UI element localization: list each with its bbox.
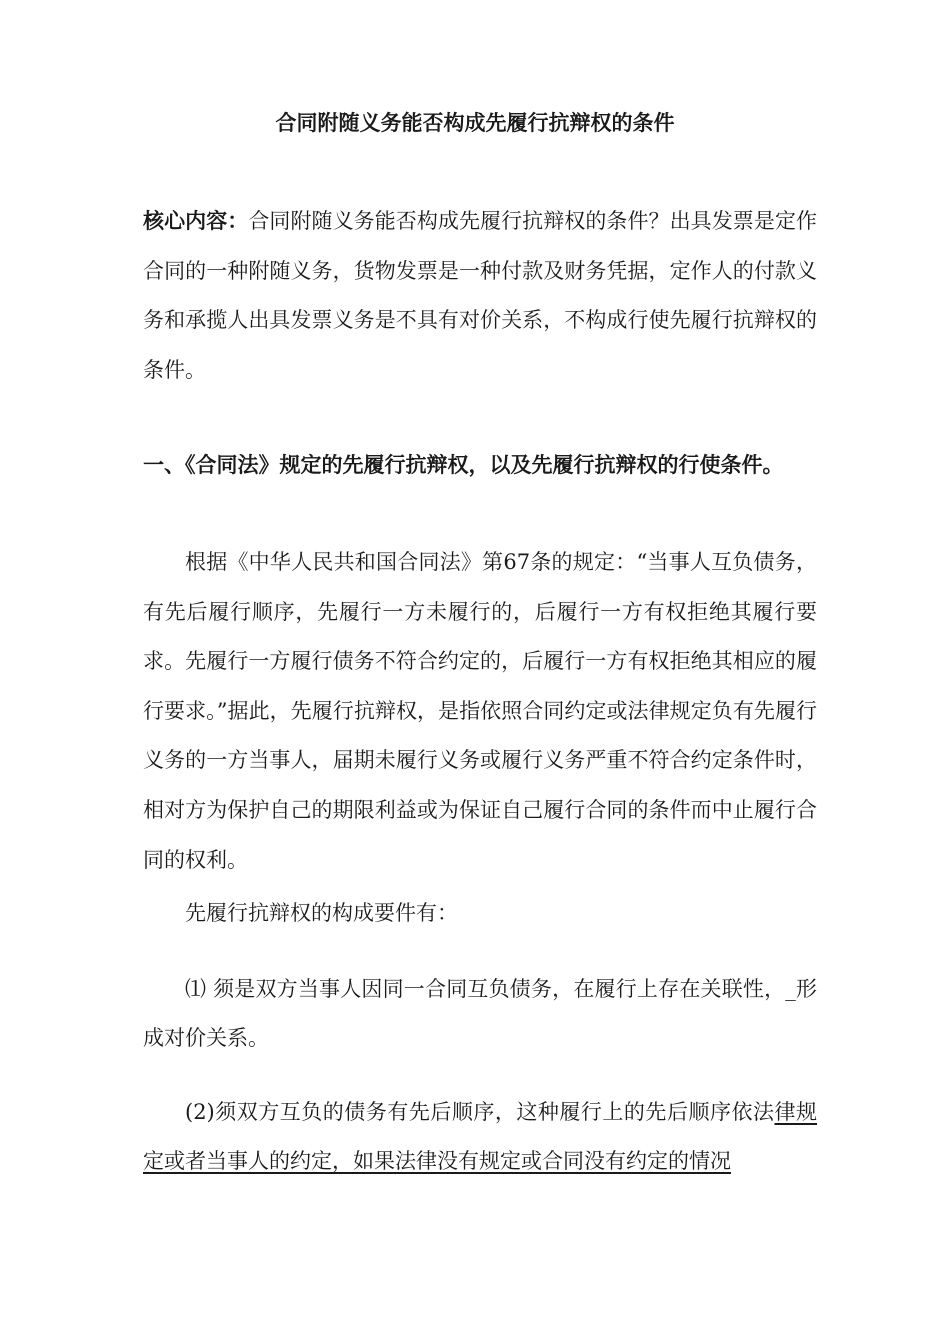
list-item-2-text: (2)须双方互负的债务有先后顺序，这种履行上的先后顺序依法 [185,1100,775,1124]
list-item-1: ⑴ 须是双方当事人因同一合同互负债务，在履行上存在关联性，_形成对价关系。 [143,977,817,1050]
body-paragraph-2: 先履行抗辩权的构成要件有： [185,901,458,925]
summary-label: 核心内容： [143,208,249,233]
summary-text: 合同附随义务能否构成先履行抗辩权的条件？出具发票是定作合同的一种附随义务，货物发票是一种付款及财务凭据，定作人的付款义务和承揽人出具发票义务是不具有对价关系，不构成行使先履行抗辩权的条件。 [143,209,818,382]
summary-paragraph [143,196,817,395]
section-heading: 一、《合同法》规定的先履行抗辩权，以及先履行抗辩权的行使条件。 [143,452,784,477]
list-item-2 [143,1088,817,1186]
body-paragraph-1: 根据《中华人民共和国合同法》第67条的规定：“当事人互负债务，有先后履行顺序，先履行一方未履行的，后履行一方有权拒绝其履行要求。先履行一方履行债务不符合约定的，后履行一方有权拒绝其相应的履行要求。”据此，先履行抗辩权，是指依照合同约定或法律规定负有先履行义务的一方当事人，届期未履行义务或履行义务严重不符合约定条件时，相对方为保护自己的期限利益或为保证自己履行合同的条件而中止履行合同的权利。 [143,550,817,872]
document-title: 合同附随义务能否构成先履行抗辩权的条件 [275,110,675,135]
list-item-2-underlined-text: 律规定或者当事人的约定，如果法律没有规定或合同没有约定的情况 [143,1100,818,1173]
